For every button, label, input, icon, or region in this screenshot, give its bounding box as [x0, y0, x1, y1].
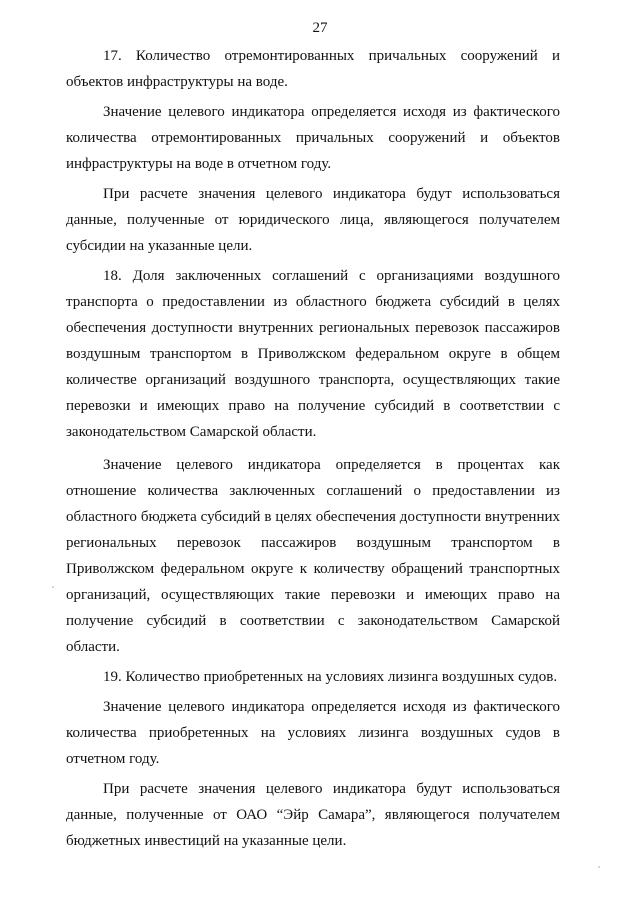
paragraph-indicator-17-value: Значение целевого индикатора определяется исходя из фактического количества отремонтированных причальных сооружений и объектов инфраструктуры на воде в отчетном году. [66, 104, 560, 172]
paragraph-indicator-17-source: При расчете значения целевого индикатора будут использоваться данные, полученные от юридического лица, являющегося получателем субсидии на указанные цели. [66, 186, 560, 254]
paragraph-indicator-18: 18. Доля заключенных соглашений с организациями воздушного транспорта о предоставлении из областного бюджета субсидий в целях обеспечения доступности внутренних региональных перевозок пассажиров воздушным транспортом в Приволжском федеральном округе в общем количестве организаций воздушного транспорта, осуществляющих такие перевозки и имеющих право на получение субсидий в соответствии с законодательством Самарской области. [66, 268, 560, 440]
document-body [66, 43, 560, 854]
paragraph-indicator-18-value: Значение целевого индикатора определяется в процентах как отношение количества заключенных соглашений о предоставлении из областного бюджета субсидий в целях обеспечения доступности внутренних региональных перевозок пассажиров воздушным транспортом в Приволжском федеральном округе к количеству обращений транспортных организаций, осуществляющих такие перевозки и имеющих право на получение субсидий в соответствии с законодательством Самарской области. [66, 457, 560, 655]
paragraph-indicator-19-value: Значение целевого индикатора определяется исходя из фактического количества приобретенных на условиях лизинга воздушных судов в отчетном году. [66, 699, 560, 767]
scan-speck [52, 586, 54, 588]
page-number: 27 [312, 20, 328, 36]
scan-speck [598, 866, 600, 868]
paragraph-indicator-17: 17. Количество отремонтированных причальных сооружений и объектов инфраструктуры на воде. [66, 48, 560, 90]
paragraph-indicator-19-source: При расчете значения целевого индикатора будут использоваться данные, полученные от ОАО “Эйр Самара”, являющегося получателем бюджетных инвестиций на указанные цели. [66, 781, 560, 849]
paragraph-indicator-19: 19. Количество приобретенных на условиях лизинга воздушных судов. [103, 669, 558, 685]
